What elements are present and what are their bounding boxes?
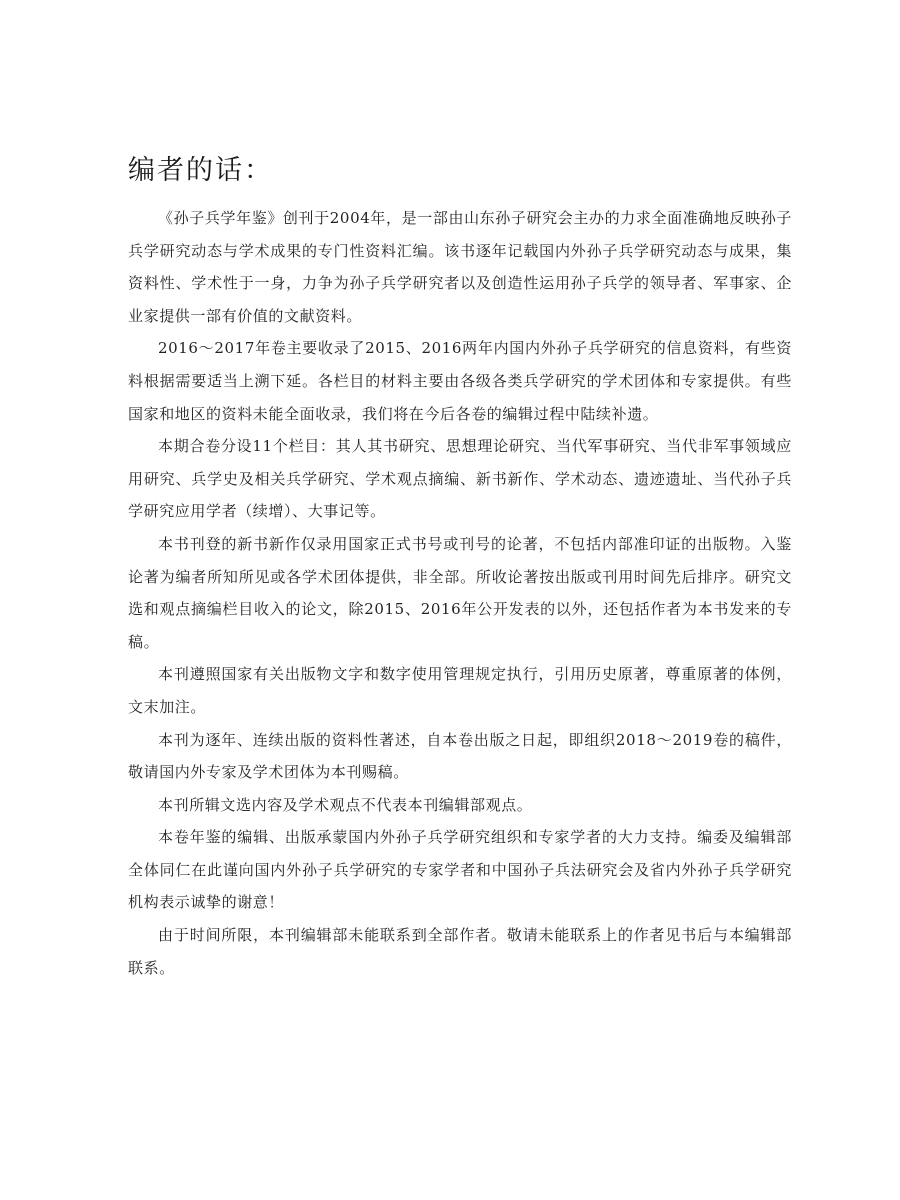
paragraph-7: 本刊所辑文选内容及学术观点不代表本刊编辑部观点。	[158, 795, 533, 814]
preface-body	[128, 202, 792, 984]
paragraph-5: 本刊遵照国家有关出版物文字和数字使用管理规定执行，引用历史原著，尊重原著的体例，文末加注。	[128, 665, 792, 716]
paragraph-1: 《孙子兵学年鉴》创刊于2004年，是一部由山东孙子研究会主办的力求全面准确地反映孙子兵学研究动态与学术成果的专门性资料汇编。该书逐年记载国内外孙子兵学研究动态与成果，集资料性、学术性于一身，力争为孙子兵学研究者以及创造性运用孙子兵学的领导者、军事家、企业家提供一部有价值的文献资料。	[128, 209, 792, 325]
paragraph-6: 本刊为逐年、连续出版的资料性著述，自本卷出版之日起，即组织2018～2019卷的稿件，敬请国内外专家及学术团体为本刊赐稿。	[128, 730, 792, 782]
paragraph-2: 2016～2017年卷主要收录了2015、2016两年内国内外孙子兵学研究的信息资料，有些资料根据需要适当上溯下延。各栏目的材料主要由各级各类兵学研究的学术团体和专家提供。有些国家和地区的资料未能全面收录，我们将在今后各卷的编辑过程中陆续补遗。	[128, 339, 792, 423]
paragraph-8: 本卷年鉴的编辑、出版承蒙国内外孙子兵学研究组织和专家学者的大力支持。编委及编辑部全体同仁在此谨向国内外孙子兵学研究的专家学者和中国孙子兵法研究会及省内外孙子兵学研究机构表示诚挚的谢意！	[128, 828, 792, 912]
paragraph-4: 本书刊登的新书新作仅录用国家正式书号或刊号的论著，不包括内部准印证的出版物。入鉴论著为编者所知所见或各学术团体提供，非全部。所收论著按出版或刊用时间先后排序。研究文选和观点摘编栏目收入的论文，除2015、2016年公开发表的以外，还包括作者为本书发来的专稿。	[128, 534, 792, 651]
page-title: 编者的话：	[128, 155, 273, 186]
paragraph-9: 由于时间所限，本刊编辑部未能联系到全部作者。敬请未能联系上的作者见书后与本编辑部联系。	[128, 926, 792, 977]
paragraph-3: 本期合卷分设11个栏目：其人其书研究、思想理论研究、当代军事研究、当代非军事领域应用研究、兵学史及相关兵学研究、学术观点摘编、新书新作、学术动态、遗迹遗址、当代孙子兵学研究应用学者（续增）、大事记等。	[128, 437, 792, 521]
